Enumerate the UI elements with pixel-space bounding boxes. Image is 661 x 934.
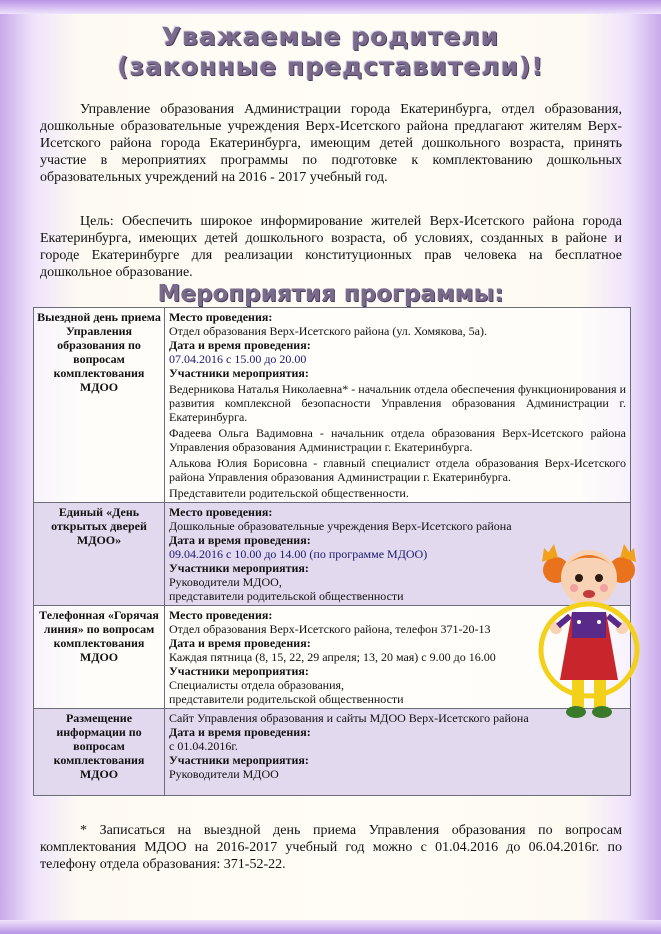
place-value: Дошкольные образовательные учреждения Верх-Исетского района [169,519,512,533]
participant: Представители родительской общественности. [169,486,409,500]
goal-text: Цель: Обеспечить широкое информирование жителей Верх-Исетского района города Екатеринбурга, имеющих детей дошкольного возраста, об условиях, созданных в районе и городе Екатеринбурге для реализации конституционных прав человека на бесплатное дошкольное образование. [40,214,622,280]
participant: Ведерникова Наталья Николаевна* - начальник отдела обеспечения функционирования и развития комплексной безопасности Управления образования Администрации г. Екатеринбурга. [169,382,626,424]
participant: Специалисты отдела образования, [169,678,345,692]
participants-label: Участники мероприятия: [169,664,309,678]
event-name: Размещение информации по вопросам комплектования МДОО [34,709,165,796]
participants-label: Участники мероприятия: [169,753,309,767]
footnote [40,822,622,873]
datetime-value: с 01.04.2016г. [169,739,238,753]
goal-paragraph [40,213,622,281]
datetime-label: Дата и время проведения: [169,636,311,650]
place-value: Отдел образования Верх-Исетского района (ул. Хомякова, 5а). [169,324,487,338]
event-name: Единый «День открытых дверей МДОО» [34,503,165,606]
section-title: Мероприятия программы: [157,281,504,307]
datetime-value: 07.04.2016 с 15.00 до 20.00 [169,352,307,366]
place-label: Место проведения: [169,505,273,519]
participants-label: Участники мероприятия: [169,561,309,575]
footnote-text: * Записаться на выездной день приема Управления образования по вопросам комплектования МДОО на 2016-2017 учебный год можно с 01.04.2016 до 06.04.2016г. по телефону отдела образования: 371-52-22. [40,823,622,872]
place-label: Место проведения: [169,310,273,324]
place-label: Место проведения: [169,608,273,622]
event-name: Телефонная «Горячая линия» по вопросам комплектования МДОО [34,606,165,709]
datetime-value: 09.04.2016 с 10.00 до 14.00 (по программе МДОО) [169,547,428,561]
participant: Фадеева Ольга Вадимовна - начальник отдела образования Верх-Исетского района Управления образования Администрации г. Екатеринбурга. [169,426,626,454]
table-row [34,308,631,503]
participants-label: Участники мероприятия: [169,366,309,380]
place-value: Отдел образования Верх-Исетского района, телефон 371-20-13 [169,622,491,636]
poster-title-line2: (законные представители)! [117,52,544,81]
participant: Руководители МДОО [169,767,279,781]
participant: Руководители МДОО, [169,575,282,589]
participant: Алькова Юлия Борисовна - главный специалист отдела образования Верх-Исетского района Управления образования Администрации г. Екатеринбурга. [169,456,626,484]
participant: представители родительской общественности [169,692,404,706]
participant: представители родительской общественности [169,589,404,603]
datetime-label: Дата и время проведения: [169,725,311,739]
girl-with-hoop-illustration [534,530,644,725]
intro-paragraph [40,101,622,186]
event-name: Выездной день приема Управления образования по вопросам комплектования МДОО [34,308,165,503]
datetime-value: Каждая пятница (8, 15, 22, 29 апреля; 13, 20 мая) с 9.00 до 16.00 [169,650,496,664]
intro-text: Управление образования Администрации города Екатеринбурга, отдел образования, дошкольные образовательные учреждения Верх-Исетского района предлагают жителям Верх-Исетского района города Екатеринбурга, имеющим детей дошкольного возраста, принять участие в мероприятиях программы по подготовке к комплектованию дошкольных образовательных учреждений на 2016 - 2017 учебный год. [40,102,622,185]
poster-title-line1: Уважаемые родители [161,22,500,51]
datetime-label: Дата и время проведения: [169,338,311,352]
place-value: Сайт Управления образования и сайты МДОО Верх-Исетского района [169,711,529,725]
datetime-label: Дата и время проведения: [169,533,311,547]
event-details [165,308,631,503]
